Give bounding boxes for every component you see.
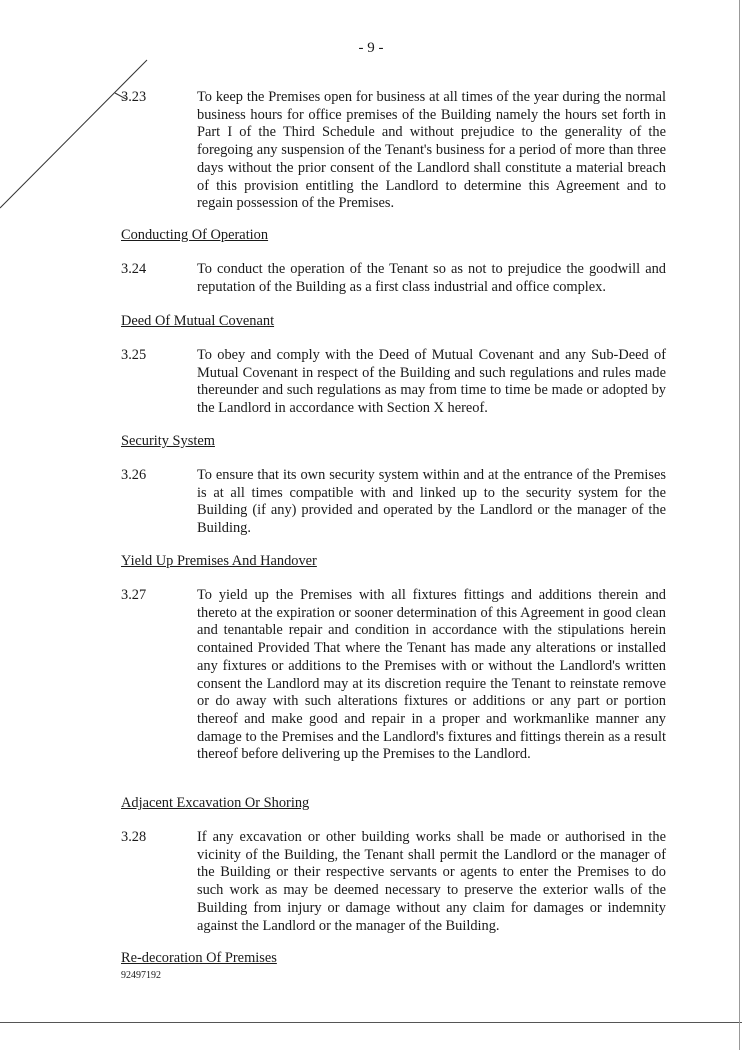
section-heading-conducting-operation: Conducting Of Operation <box>121 227 269 243</box>
clause-number: 3.28 <box>121 829 147 845</box>
clause-number: 3.27 <box>121 587 147 603</box>
section-heading-yield-up-premises: Yield Up Premises And Handover <box>121 553 317 569</box>
clause-number: 3.26 <box>121 467 147 483</box>
clause-3-28 <box>121 829 666 935</box>
section-heading-security-system: Security System <box>121 433 215 449</box>
clause-3-26 <box>121 467 666 538</box>
clause-text: To keep the Premises open for business at all times of the year during the normal business hours for office premises of the Building namely the hours set forth in Part I of the Third Schedule and without prejudice to the generality of the foregoing any suspension of the Tenant's business for a period of more than three days without the prior consent of the Landlord shall constitute a material breach of this provision entitling the Landlord to determine this Agreement and to regain possession of the Premises. <box>197 89 666 212</box>
section-heading-adjacent-excavation: Adjacent Excavation Or Shoring <box>121 795 310 811</box>
clause-text: To obey and comply with the Deed of Mutual Covenant and any Sub-Deed of Mutual Covenant in respect of the Building and such regulations and rules made thereunder and such regulations as may from time to time be made or adopted by the Landlord in accordance with Section X hereof. <box>197 347 666 417</box>
scan-right-edge <box>739 0 740 1050</box>
clause-3-23 <box>121 89 666 213</box>
clause-number: 3.25 <box>121 347 147 363</box>
clause-number: 3.23 <box>121 89 147 105</box>
clause-3-27 <box>121 587 666 764</box>
page-number: - 9 - <box>358 40 384 56</box>
clause-text: If any excavation or other building works shall be made or authorised in the vicinity of the Building, the Tenant shall permit the Landlord or the manager of the Building or their respective servants or agents to enter the Premises to do such work as may be deemed necessary to preserve the exterior walls of the Building from injury or damage without any claim for damages or indemnity against the Landlord or the manager of the Building. <box>197 829 666 934</box>
document-id: 92497192 <box>121 970 161 981</box>
scan-edge-line <box>0 1022 742 1023</box>
clause-number: 3.24 <box>121 261 147 277</box>
clause-3-24 <box>121 261 666 296</box>
clause-text: To conduct the operation of the Tenant so as not to prejudice the goodwill and reputation of the Building as a first class industrial and office complex. <box>197 261 666 295</box>
section-heading-redecoration: Re-decoration Of Premises <box>121 950 277 966</box>
clause-text: To ensure that its own security system within and at the entrance of the Premises is at all times compatible with and linked up to the security system for the Building (if any) provided and operated by the Landlord or the manager of the Building. <box>197 467 666 537</box>
clause-text: To yield up the Premises with all fixtures fittings and additions therein and thereto at the expiration or sooner determination of this Agreement in good clean and tenantable repair and condition in accordance with the stipulations herein contained Provided That where the Tenant has made any alterations or installed any fixtures or additions to the Premises with or without the Landlord's written consent the Landlord may at its discretion require the Tenant to reinstate remove or do away with such alterations fixtures or additions or any part or portion thereof and make good and repair in a proper and workmanlike manner any damage to the Premises and the Landlord's fixtures and fittings therein as a result thereof before delivering up the Premises to the Landlord. <box>197 587 666 763</box>
section-heading-deed-mutual-covenant: Deed Of Mutual Covenant <box>121 313 275 329</box>
clause-3-25 <box>121 347 666 418</box>
